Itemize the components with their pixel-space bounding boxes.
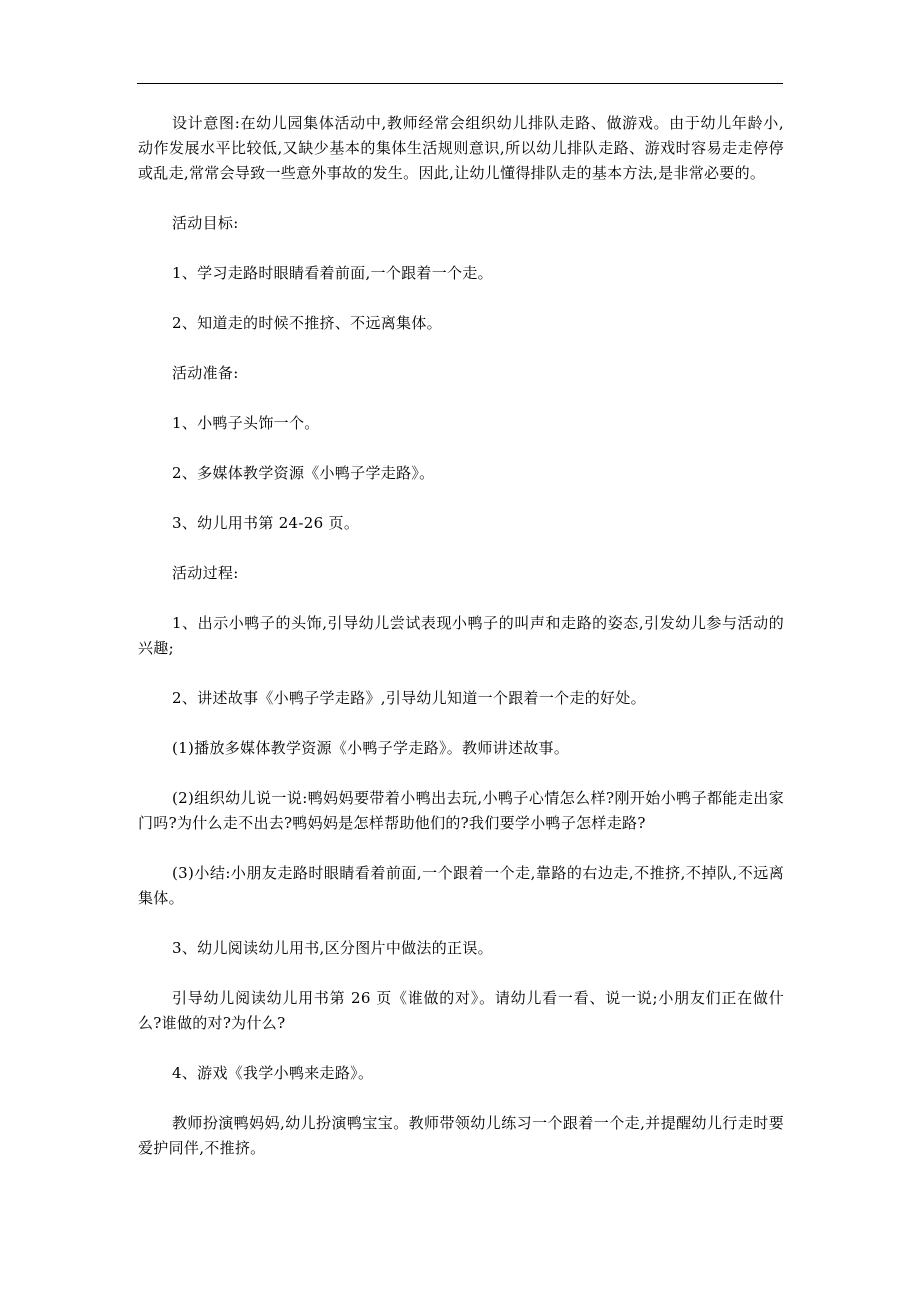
process-step: 1、出示小鸭子的头饰,引导幼儿尝试表现小鸭子的叫声和走路的姿态,引发幼儿参与活动的兴趣; — [138, 614, 784, 657]
preparation-item: 1、小鸭子头饰一个。 — [172, 414, 320, 432]
header-rule — [137, 83, 783, 84]
paragraph-design-intent: 设计意图:在幼儿园集体活动中,教师经常会组织幼儿排队走路、做游戏。由于幼儿年龄小,动作发展水平比较低,又缺少基本的集体生活规则意识,所以幼儿排队走路、游戏时容易走走停停或乱走,常常会导致一些意外事故的发生。因此,让幼儿懂得排队走的基本方法,是非常必要的。 — [138, 114, 784, 182]
process-substep: (2)组织幼儿说一说:鸭妈妈要带着小鸭出去玩,小鸭子心情怎么样?刚开始小鸭子都能走出家门吗?为什么走不出去?鸭妈妈是怎样帮助他们的?我们要学小鸭子怎样走路? — [138, 789, 784, 832]
process-substep: (3)小结:小朋友走路时眼睛看着前面,一个跟着一个走,靠路的右边走,不推挤,不掉队,不远离集体。 — [138, 864, 784, 907]
heading-activity-process: 活动过程: — [172, 564, 239, 582]
process-step: 3、幼儿阅读幼儿用书,区分图片中做法的正误。 — [172, 939, 493, 957]
heading-activity-preparation: 活动准备: — [172, 364, 239, 382]
preparation-item: 3、幼儿用书第 24-26 页。 — [172, 514, 360, 532]
preparation-item: 2、多媒体教学资源《小鸭子学走路》。 — [172, 464, 435, 482]
process-step: 4、游戏《我学小鸭来走路》。 — [172, 1064, 374, 1082]
goal-item: 1、学习走路时眼睛看着前面,一个跟着一个走。 — [172, 264, 493, 282]
process-step: 2、讲述故事《小鸭子学走路》,引导幼儿知道一个跟着一个走的好处。 — [172, 689, 646, 707]
heading-activity-goals: 活动目标: — [172, 214, 239, 232]
process-substep: (1)播放多媒体教学资源《小鸭子学走路》。教师讲述故事。 — [172, 739, 570, 757]
document-body — [138, 111, 784, 1186]
process-detail: 教师扮演鸭妈妈,幼儿扮演鸭宝宝。教师带领幼儿练习一个跟着一个走,并提醒幼儿行走时要爱护同伴,不推挤。 — [138, 1114, 784, 1157]
goal-item: 2、知道走的时候不推挤、不远离集体。 — [172, 314, 442, 332]
process-detail: 引导幼儿阅读幼儿用书第 26 页《谁做的对》。请幼儿看一看、说一说;小朋友们正在做什么?谁做的对?为什么? — [138, 989, 784, 1032]
